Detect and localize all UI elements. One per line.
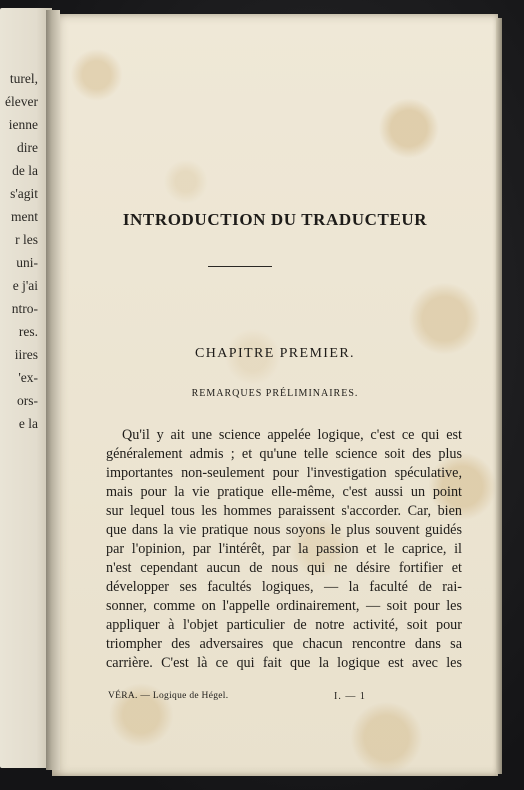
body-text-line: n'est cependant aucun de nous qui ne désire fortifier et: [106, 560, 462, 576]
left-facing-page: [0, 8, 52, 768]
left-page-line: 'ex-: [18, 370, 38, 385]
body-text-line: mais pour la vie pratique elle-même, c'est aussi un point: [106, 484, 462, 500]
footer-signature: VÉRA. — Logique de Hégel.: [108, 691, 229, 701]
left-page-line: ment: [11, 209, 38, 224]
body-text-line: généralement admis ; et qu'une telle science soit des plus: [106, 446, 462, 462]
body-text-line: Qu'il y ait une science appelée logique, c'est ce qui est: [122, 427, 462, 443]
title-divider: [208, 266, 272, 267]
body-text-line: que dans la vie pratique nous soyons le plus souvent guidés: [106, 522, 462, 538]
left-page-line: e la: [18, 416, 38, 431]
left-page-line: iires: [14, 347, 38, 362]
footer-signature-mark: I. — 1: [334, 691, 366, 702]
body-text-line: sur lequel tous les hommes paraissent s'accorder. Car, bien: [106, 503, 462, 519]
book-gutter: [46, 10, 60, 770]
left-page-line: uni-: [16, 255, 38, 270]
chapter-subtitle: REMARQUES PRÉLIMINAIRES.: [191, 388, 359, 399]
left-page-line: s'agit: [10, 186, 38, 201]
book-page: [52, 14, 498, 776]
left-page-line: ntro-: [11, 301, 38, 316]
body-text-line: développer ses facultés logiques, — la faculté de rai-: [106, 579, 462, 595]
left-page-line: ors-: [17, 393, 38, 408]
left-page-line: turel,: [9, 71, 38, 86]
left-page-line: de la: [12, 163, 38, 178]
page-title: INTRODUCTION DU TRADUCTEUR: [122, 210, 428, 229]
page-edge: [496, 18, 502, 774]
left-page-line: e j'ai: [12, 278, 38, 293]
body-text-line: carrière. C'est là ce qui fait que la logique est avec les: [106, 655, 462, 671]
left-page-line: ienne: [8, 117, 38, 132]
left-page-line: r les: [15, 232, 38, 247]
body-text-line: appliquer à l'objet particulier de notre activité, soit pour: [106, 617, 462, 633]
left-page-line: dire: [17, 140, 38, 155]
left-page-line: res.: [18, 324, 38, 339]
body-text-line: sonner, comme on l'appelle ordinairement, — soit pour les: [106, 598, 462, 614]
body-text-line: importantes non-seulement pour l'investigation spéculative,: [106, 465, 462, 481]
body-text-line: par l'opinion, par l'intérêt, par la passion et le caprice, il: [106, 541, 462, 557]
left-page-line: élever: [5, 94, 38, 109]
chapter-heading: CHAPITRE PREMIER.: [195, 346, 355, 361]
body-text-line: triompher des adversaires que chacun rencontre dans sa: [106, 636, 462, 652]
